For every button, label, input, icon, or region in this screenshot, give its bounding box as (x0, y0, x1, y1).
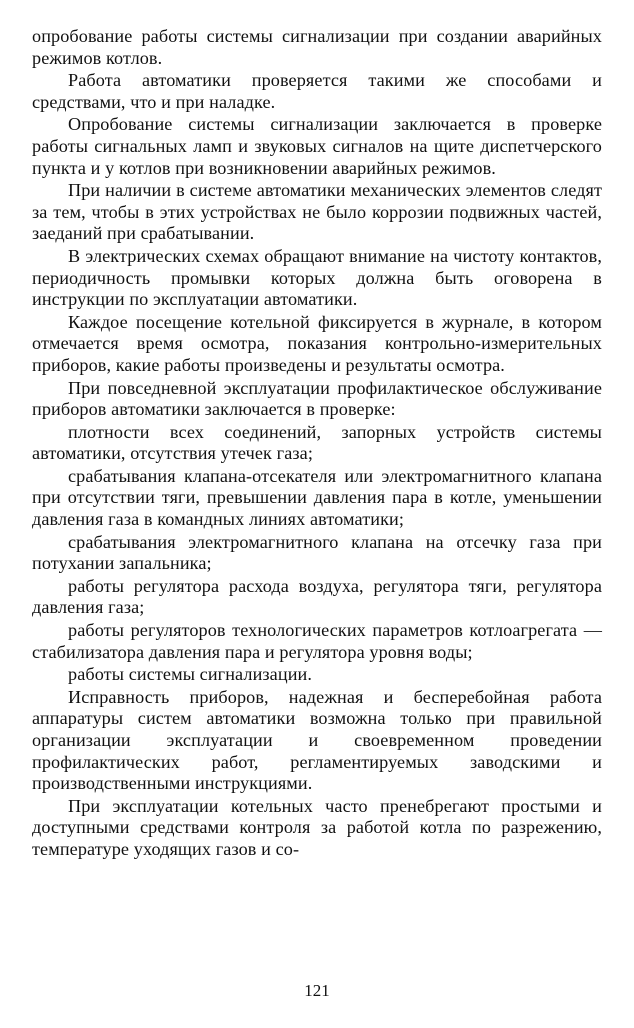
paragraph-7: При повседневной эксплуатации профилактическое обслуживание приборов автоматики заключается в проверке: (32, 377, 602, 420)
paragraph-9: При эксплуатации котельных часто пренебрегают простыми и доступными средствами контроля за работой котла по разрежению, температуре уходящих газов и со- (32, 795, 602, 859)
book-page (32, 26, 602, 986)
page-number: 121 (304, 981, 330, 1000)
list-item-3: срабатывания электромагнитного клапана на отсечку газа при потухании запальника; (32, 531, 602, 574)
list-item-2: срабатывания клапана-отсекателя или электромагнитного клапана при отсутствии тяги, превышении давления пара в котле, уменьшении давления газа в командных линиях автоматики; (32, 465, 602, 530)
paragraph-2: Работа автоматики проверяется такими же способами и средствами, что и при наладке. (32, 70, 602, 112)
list-item-4: работы регулятора расхода воздуха, регулятора тяги, регулятора давления газа; (32, 575, 602, 618)
list-item-1: плотности всех соединений, запорных устройств системы автоматики, отсутствия утечек газа; (32, 421, 602, 464)
list-item-5: работы регуляторов технологических параметров котлоагрегата — стабилизатора давления пара и регулятора уровня воды; (32, 620, 602, 662)
paragraph-5: В электрических схемах обращают внимание на чистоту контактов, периодичность промывки которых должна быть оговорена в инструкции по эксплуатации автоматики. (32, 245, 602, 310)
paragraph-1: опробование работы системы сигнализации при создании аварийных режимов котлов. (32, 26, 602, 68)
paragraph-6: Каждое посещение котельной фиксируется в журнале, в котором отмечается время осмотра, показания контрольно-измерительных приборов, какие работы произведены и результаты осмотра. (32, 311, 602, 375)
list-item-6: работы системы сигнализации. (68, 664, 313, 685)
paragraph-8: Исправность приборов, надежная и бесперебойная работа аппаратуры систем автоматики возможна только при правильной организации эксплуатации и своевременном проведении профилактических работ, регламентируемых заводскими и производственными инструкциями. (32, 686, 602, 794)
paragraph-4: При наличии в системе автоматики механических элементов следят за тем, чтобы в этих устройствах не было коррозии подвижных частей, заеданий при срабатывании. (32, 180, 602, 244)
paragraph-3: Опробование системы сигнализации заключается в проверке работы сигнальных ламп и звуковых сигналов на щите диспетчерского пункта и у котлов при возникновении аварийных режимов. (32, 114, 602, 178)
